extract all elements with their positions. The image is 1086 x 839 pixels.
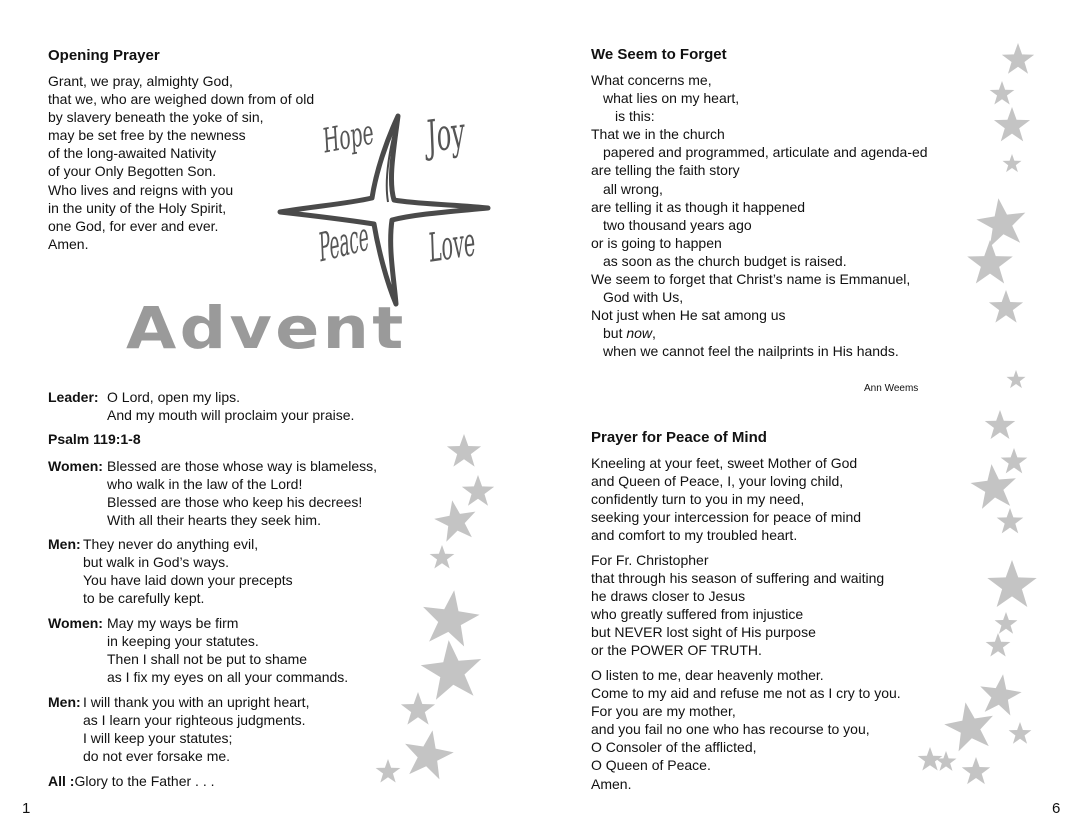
text-line: O listen to me, dear heavenly mother. [591,667,824,683]
prayer-peace-title: Prayer for Peace of Mind [591,429,767,446]
women-text [107,614,348,686]
star-icon [1007,370,1026,388]
all-text: Glory to the Father . . . [74,773,215,789]
text-line: I will keep your statutes; [83,730,233,747]
star-icon [967,240,1013,283]
star-icon [401,692,435,725]
text-line: You have laid down your precepts [83,572,293,589]
poem-line: What concerns me, [591,72,712,88]
women-label: Women: [48,458,103,474]
star-cluster-right-bottom-icon [912,362,1042,792]
star-icon [986,633,1011,657]
star-icon [1001,448,1028,473]
text-line: With all their hearts they seek him. [107,512,321,529]
text-line: O Queen of Peace. [591,757,711,774]
star-icon [962,757,991,784]
logo-word-joy: Joy [426,107,466,163]
prayer-peace-para-1 [591,454,861,544]
prayer-peace-para-3 [591,666,901,793]
star-icon [985,410,1015,439]
star-icon [400,726,457,781]
men-label: Men: [48,536,81,552]
all-line [48,772,215,790]
logo-word-hope: Hope [322,112,375,162]
star-icon [936,751,957,771]
author-credit: Ann Weems [864,383,919,394]
poem-line: are telling the faith story [591,162,740,179]
text-line: Come to my aid and refuse me not as I cry to you. [591,685,901,702]
text-line: but walk in God’s ways. [83,554,230,571]
text-line: O Consoler of the afflicted, [591,739,757,756]
star-icon [1003,154,1022,172]
star-icon [462,475,494,506]
poem-text: but [603,325,627,342]
text-line: Amen. [591,775,632,792]
logo-word-peace: Peace [318,213,370,272]
text-line: in the unity of the Holy Spirit, [48,199,227,216]
star-icon [987,560,1036,607]
text-line: and Queen of Peace, I, your loving child, [591,473,844,490]
poem-line: or is going to happen [591,234,722,251]
text-line: May my ways be firm [107,615,239,631]
leader-text [107,388,354,424]
opening-prayer-title: Opening Prayer [48,47,160,64]
leader-block [48,388,99,406]
all-label: All : [48,773,75,789]
star-icon [430,545,455,569]
star-icon [1009,722,1032,744]
text-line: For you are my mother, [591,703,736,720]
poem-line: is this: [615,108,655,125]
men-text [83,693,309,765]
text-line: And my mouth will proclaim your praise. [107,407,355,424]
text-line: do not ever forsake me. [83,748,231,765]
opening-prayer-text [48,72,314,253]
we-seem-to-forget-title: We Seem to Forget [591,46,727,63]
text-line: Amen. [48,235,89,252]
text-line: but NEVER lost sight of His purpose [591,624,816,641]
text-line: Then I shall not be put to shame [107,651,308,668]
text-line: and you fail no one who has recourse to you, [591,721,870,738]
text-line: by slavery beneath the yoke of sin, [48,109,264,126]
poem-line: as soon as the church budget is raised. [603,252,847,269]
text-line: that we, who are weighed down from of old [48,91,315,108]
advent-title: Advent [126,294,407,362]
prayer-peace-para-2 [591,551,884,660]
text-line: who greatly suffered from injustice [591,606,804,623]
star-icon [977,671,1024,716]
text-line: confidently turn to you in my need, [591,491,805,508]
poem-line [591,324,928,342]
star-icon [432,497,480,543]
text-line: or the POWER OF TRUTH. [591,642,762,659]
star-icon [989,290,1023,323]
text-line: Grant, we pray, almighty God, [48,73,233,89]
star-cluster-right-top-icon [960,38,1040,338]
star-cluster-left-icon [370,430,500,790]
leader-label: Leader: [48,389,99,405]
text-line: and comfort to my troubled heart. [591,527,798,544]
poem-line: papered and programmed, articulate and agenda-ed [603,144,928,161]
star-icon [990,81,1015,105]
text-line: may be set free by the newness [48,127,246,144]
poem-line: We seem to forget that Christ’s name is Emmanuel, [591,271,911,288]
text-line: to be carefully kept. [83,590,205,607]
poem-line: all wrong, [603,180,663,197]
text-line: of the long-awaited Nativity [48,145,217,162]
text-line: who walk in the law of the Lord! [107,476,303,493]
page-number-right: 6 [1052,800,1061,817]
psalm-title: Psalm 119:1-8 [48,431,141,447]
text-line: Who lives and reigns with you [48,181,234,198]
poem-text: , [652,325,656,342]
men-label: Men: [48,694,81,710]
poem-line: That we in the church [591,126,725,143]
men-text [83,535,293,607]
text-line: as I fix my eyes on all your commands. [107,669,349,686]
women-label: Women: [48,615,103,631]
poem-line: God with Us, [603,289,684,306]
page-number-left: 1 [22,800,31,817]
text-line: as I learn your righteous judgments. [83,712,306,729]
text-line: Kneeling at your feet, sweet Mother of God [591,455,858,471]
text-line: O Lord, open my lips. [107,389,241,405]
star-icon [997,508,1024,533]
star-icon [1002,43,1034,74]
advent-logo [276,108,496,308]
text-line: seeking your intercession for peace of mind [591,509,862,526]
text-line: in keeping your statutes. [107,633,259,650]
text-line: Blessed are those whose way is blameless, [107,458,378,474]
poem-line: Not just when He sat among us [591,307,786,324]
poem-emphasis: now [626,325,653,342]
text-line: For Fr. Christopher [591,552,709,568]
star-icon [974,195,1029,248]
text-line: that through his season of suffering and waiting [591,570,885,587]
star-icon [376,759,401,783]
poem-line: are telling it as though it happened [591,198,806,215]
text-line: of your Only Begotten Son. [48,163,217,180]
text-line: They never do anything evil, [83,536,259,552]
poem-line: two thousand years ago [603,216,752,233]
star-icon [447,434,481,467]
text-line: Blessed are those who keep his decrees! [107,494,363,511]
text-line: I will thank you with an upright heart, [83,694,310,710]
star-icon [418,586,482,648]
women-text [107,457,377,529]
poem-line: when we cannot feel the nailprints in His hands. [603,343,899,360]
poem-line: what lies on my heart, [603,90,740,107]
text-line: he draws closer to Jesus [591,588,746,605]
star-icon [995,612,1018,634]
star-icon [994,107,1030,141]
star-icon [418,637,485,701]
we-seem-to-forget-poem [591,71,928,361]
logo-word-love: Love [428,219,476,272]
text-line: one God, for ever and ever. [48,217,219,234]
